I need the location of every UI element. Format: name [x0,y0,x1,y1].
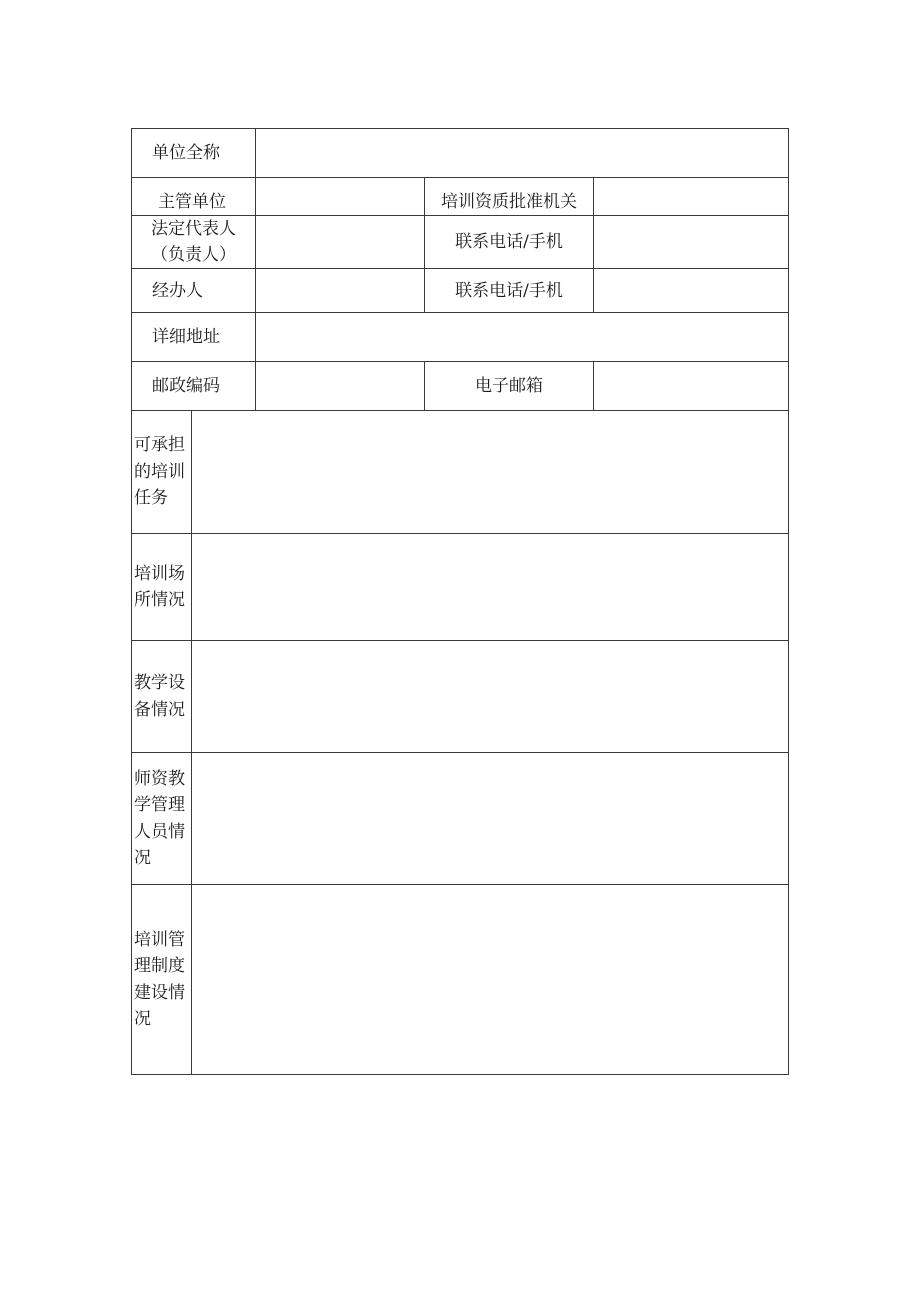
section-content-teaching-equipment[interactable] [192,641,789,753]
supervising-unit-field[interactable] [256,178,425,216]
email-label: 电子邮箱 [425,362,594,411]
supervising-unit-label: 主管单位 [132,178,256,216]
section-content-management-system[interactable] [192,885,789,1075]
postal-code-label: 邮政编码 [132,362,256,411]
section-content-teaching-staff[interactable] [192,753,789,885]
contact-phone-label-1: 联系电话/手机 [425,216,594,269]
training-approval-authority-label: 培训资质批准机关 [425,178,594,216]
unit-full-name-label: 单位全称 [132,129,256,178]
handler-label: 经办人 [132,269,256,313]
training-capability-table [131,410,789,1075]
legal-representative-field[interactable] [256,216,425,269]
contact-phone-field-1[interactable] [594,216,789,269]
legal-representative-label: 法定代表人（负责人） [132,216,256,269]
handler-field[interactable] [256,269,425,313]
address-field[interactable] [256,313,789,362]
postal-code-field[interactable] [256,362,425,411]
contact-phone-field-2[interactable] [594,269,789,313]
section-content-training-tasks[interactable] [192,411,789,534]
section-label-training-venue: 培训场所情况 [132,534,192,641]
contact-phone-label-2: 联系电话/手机 [425,269,594,313]
training-approval-authority-field[interactable] [594,178,789,216]
section-label-teaching-equipment: 教学设备情况 [132,641,192,753]
section-label-training-tasks: 可承担的培训任务 [132,411,192,534]
unit-full-name-field[interactable] [256,129,789,178]
unit-info-table [131,128,789,411]
section-label-teaching-staff: 师资教学管理人员情况 [132,753,192,885]
section-content-training-venue[interactable] [192,534,789,641]
address-label: 详细地址 [132,313,256,362]
section-label-management-system: 培训管理制度建设情况 [132,885,192,1075]
email-field[interactable] [594,362,789,411]
